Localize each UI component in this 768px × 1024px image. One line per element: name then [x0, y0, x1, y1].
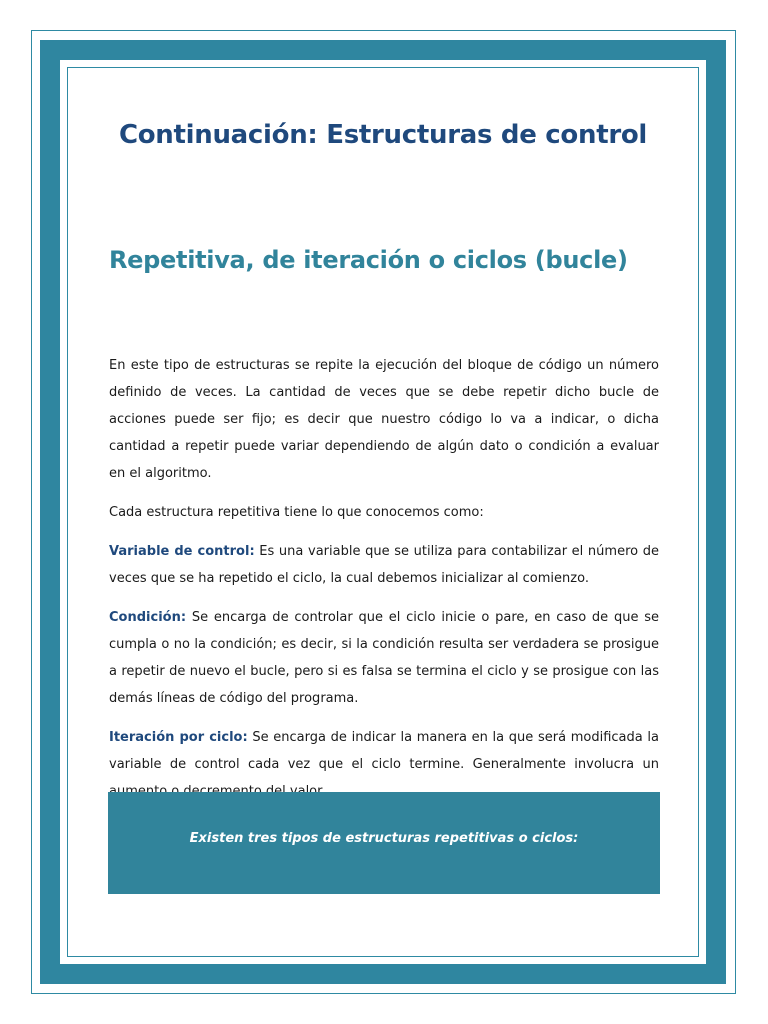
- definition-condicion: [109, 604, 659, 712]
- structure-paragraph: Cada estructura repetitiva tiene lo que conocemos como:: [109, 505, 484, 520]
- section-heading: Repetitiva, de iteración o ciclos (bucle): [109, 246, 628, 274]
- page-title: Continuación: Estructuras de control: [118, 120, 648, 150]
- definition-condicion-text: Se encarga de controlar que el ciclo inicie o pare, en caso de que se cumpla o no la condición; es decir, si la condición resulta ser verdadera se prosigue a repetir de nuevo el bucle, pero si es falsa se termina el ciclo y se prosigue con las demás líneas de código del programa.: [109, 610, 659, 706]
- term-variable: Variable de control:: [109, 544, 255, 559]
- definition-variable: [109, 538, 659, 592]
- callout-text: Existen tres tipos de estructuras repetitivas o ciclos:: [189, 830, 579, 846]
- term-condicion: Condición:: [109, 610, 187, 625]
- intro-paragraph: En este tipo de estructuras se repite la ejecución del bloque de código un número definido de veces. La cantidad de veces que se debe repetir dicho bucle de acciones puede ser fijo; es decir que nuestro código lo va a indicar, o dicha cantidad a repetir puede variar dependiendo de algún dato o condición a evaluar en el algoritmo.: [109, 358, 659, 481]
- definition-iteracion-text: Se encarga de indicar la manera en la que será modificada la variable de control cada vez que el ciclo termine. Generalmente involucra un: [109, 730, 659, 772]
- page-panel: [60, 60, 706, 964]
- callout-box: [108, 792, 660, 894]
- definition-variable-text: Es una variable que se utiliza para contabilizar el número de veces que se ha repetido el ciclo, la cual debemos inicializar al comienzo.: [109, 544, 659, 586]
- term-iteracion: Iteración por ciclo:: [109, 730, 248, 745]
- body-text: [109, 352, 659, 817]
